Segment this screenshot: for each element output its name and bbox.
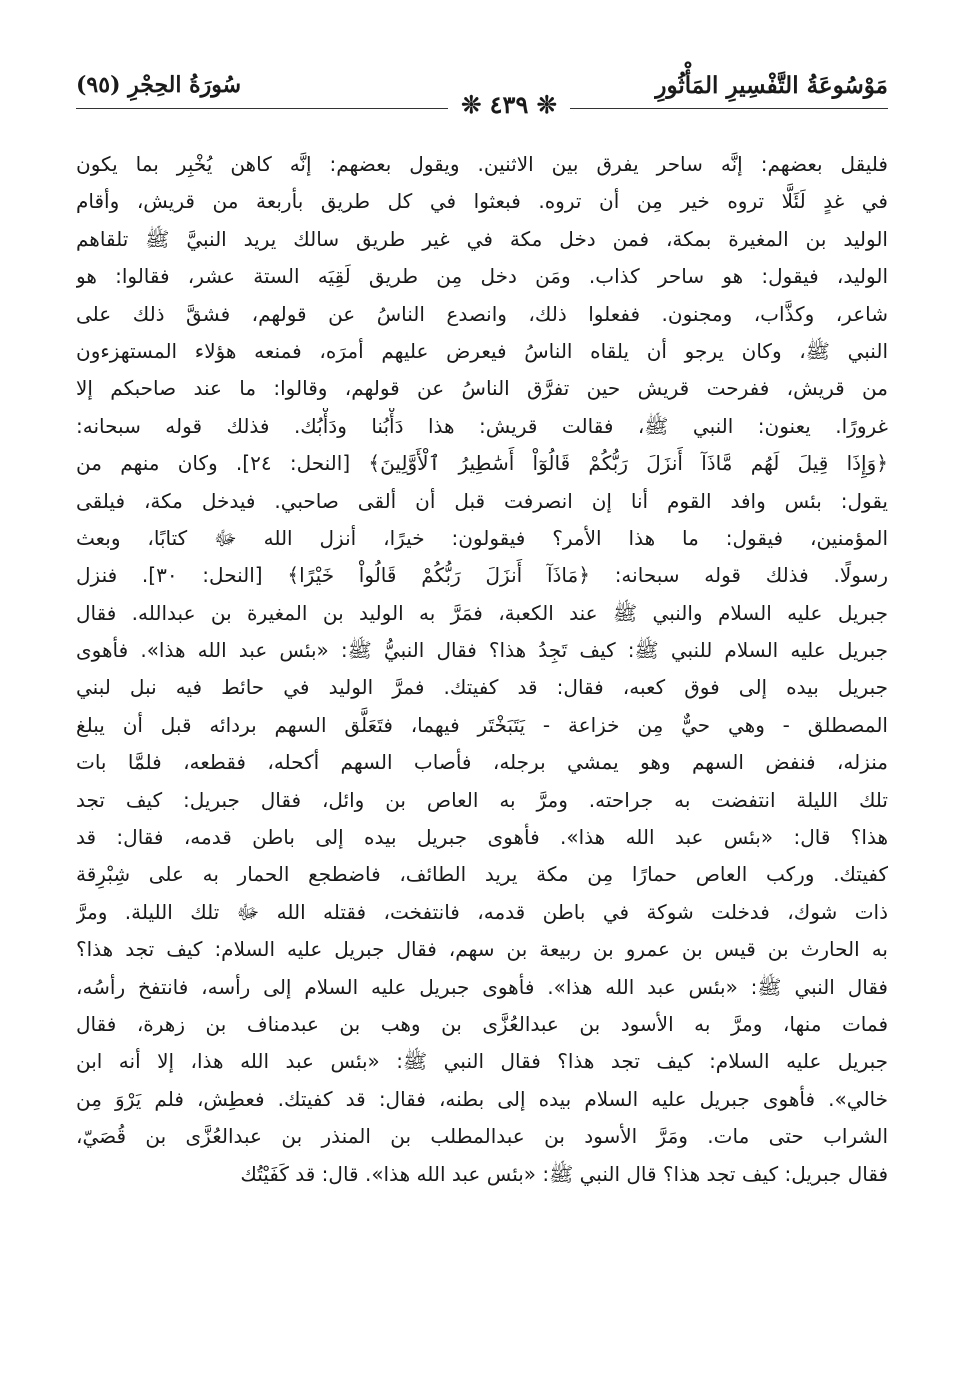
text-line: تلك الليلة انتفضت به جراحته. ومرَّ به العاص بن وائل، فقال جبريل: كيف تجد xyxy=(76,787,888,812)
text-line: الوليد، فيقول: هو ساحر كذاب. ومَن دخل مِن طريق لَقِيَه الستة عشر، فقالوا: هو xyxy=(76,264,888,289)
text-line: خالي». فأهوى جبريل عليه السلام بيده إلى بطنه، فقال: قد كفيتك. فعطِش، فلم يَرْوَ مِن xyxy=(76,1086,888,1111)
ornament-icon: ❊ xyxy=(536,90,557,119)
text-line: جبريل عليه السلام والنبي ﷺ عند الكعبة، فمَرَّ به الوليد بن المغيرة بن عبدالله. فقال xyxy=(76,600,888,625)
page-number: ❊ ٤٣٩ ❊ xyxy=(461,90,557,119)
text-line: به الحارث بن قيس بن عمرو بن ربيعة بن سهم، فقال جبريل عليه السلام: كيف تجد هذا؟ xyxy=(76,937,888,962)
text-line: فمات منها، ومرَّ به الأسود بن عبدالعُزَّى بن وهب بن عبدمناف بن زهرة، فقال xyxy=(76,1011,888,1036)
body-text xyxy=(76,146,888,1193)
text-line: غرورًا. يعنون: النبي ﷺ، فقالت قريش: هذا دَأْبُنا ودَأْبُك. فذلك قوله سبحانه: xyxy=(76,413,888,438)
header-rule-right xyxy=(570,108,888,109)
quran-verse-line: ﴿وَإِذَا قِيلَ لَهُم مَّاذَآ أَنزَلَ رَبُّكُمْ قَالُوٓاْ أَسَٰطِيرُ ٱلْأَوَّلِينَ﴾ [النحل: ٢٤]. وكان منهم من xyxy=(76,451,888,476)
text-line: في غدٍ لَئَلَّا تروه خير مِن أن تروه. فبعثوا في كل طريق بأربعة من قريش، وأقام xyxy=(76,189,888,214)
text-line: فقال جبريل: كيف تجد هذا؟ قال النبي ﷺ: «بئس عبد الله هذا». قال: قد كَفَيْتُك xyxy=(240,1161,888,1186)
quran-verse-line: رسولًا. فذلك قوله سبحانه: ﴿مَاذَآ أَنزَلَ رَبُّكُمْ قَالُواْ خَيْرًا﴾ [النحل: ٣٠]. فنزل xyxy=(76,563,888,588)
text-line: هذا؟ قال: «بئس عبد الله هذا». فأهوى جبريل بيده إلى باطن قدمه، فقال: قد xyxy=(76,825,888,850)
text-line: جبريل عليه السلام: كيف تجد هذا؟ فقال النبي ﷺ: «بئس عبد الله هذا، إلا أنه ابن xyxy=(76,1049,888,1074)
text-line: الوليد بن المغيرة بمكة، فمن دخل مكة في غير طريق سالك يريد النبيَّ ﷺ تلقاهم xyxy=(76,226,888,251)
surah-title: سُورَةُ الحِجْرِ (٩٥) xyxy=(76,72,242,98)
text-line: المؤمنين، فيقول: ما هذا الأمر؟ فيقولون: خيرًا، أنزل الله ﷻ كتابًا، وبعث xyxy=(76,525,888,550)
text-line: ذات شوك، فدخلت شوكة في باطن قدمه، فانتفخت، فقتله الله ﷻ تلك الليلة. ومرَّ xyxy=(76,899,888,924)
page-header xyxy=(76,68,888,128)
book-title: مَوْسُوعَةُ التَّفْسِيرِ المَأْثُورِ xyxy=(655,72,888,99)
text-line: يقول: بئس وافد القوم أنا إن انصرفت قبل أن ألقى صاحبي. فيدخل مكة، فيلقى xyxy=(76,488,888,513)
text-line: شاعر، وكذَّاب، ومجنون. ففعلوا ذلك، وانصدع الناسُ عن قولهم، فشقَّ ذلك على xyxy=(76,301,888,326)
text-line: منزله، فنفض السهم وهو يمشي برجله، فأصاب السهم أكحله، فقطعه، فلمَّا بات xyxy=(76,750,888,775)
text-line: فليقل بعضهم: إنَّه ساحر يفرق بين الاثنين. ويقول بعضهم: إنَّه كاهن يُخْبِر بما يكون xyxy=(76,152,888,176)
text-line: المصطلق - وهي حيٌّ مِن خزاعة - يَتَبَخْتَر فيهما، فتَعَلَّق السهم بردائه قبل أن يبلغ xyxy=(76,712,888,737)
text-line: جبريل عليه السلام للنبي ﷺ: كيف تَجِدُ هذا؟ فقال النبيُّ ﷺ: «بئس عبد الله هذا». فأهوى xyxy=(76,638,888,663)
text-line: من قريش، ففرحت قريش حين تفرَّق الناسُ عن قولهم، وقالوا: ما عند صاحبكم إلا xyxy=(76,376,888,401)
text-line: جبريل بيده إلى فوق كعبه، فقال: قد كفيتك. فمرَّ الوليد في حائط فيه نبل لبني xyxy=(76,675,888,700)
header-rule-left xyxy=(76,108,448,109)
text-line: الشراب حتى مات. ومَرَّ الأسود بن عبدالمطلب بن المنذر بن عبدالعُزَّى بن قُصَيّ، xyxy=(76,1124,888,1149)
text-line: كفيتك. وركب العاص حمارًا مِن مكة يريد الطائف، فاضطجع الحمار به على شِبْرِقة xyxy=(76,862,888,887)
ornament-icon: ❊ xyxy=(461,90,482,119)
text-line: النبي ﷺ، وكان يرجو أن يلقاه الناسُ فيعرض عليهم أمرَه، فمنعه هؤلاء المستهزءون xyxy=(76,338,888,363)
text-line: فقال النبي ﷺ: «بئس عبد الله هذا». فأهوى جبريل عليه السلام إلى رأسه، فانتفخ رأسُه، xyxy=(76,974,888,999)
